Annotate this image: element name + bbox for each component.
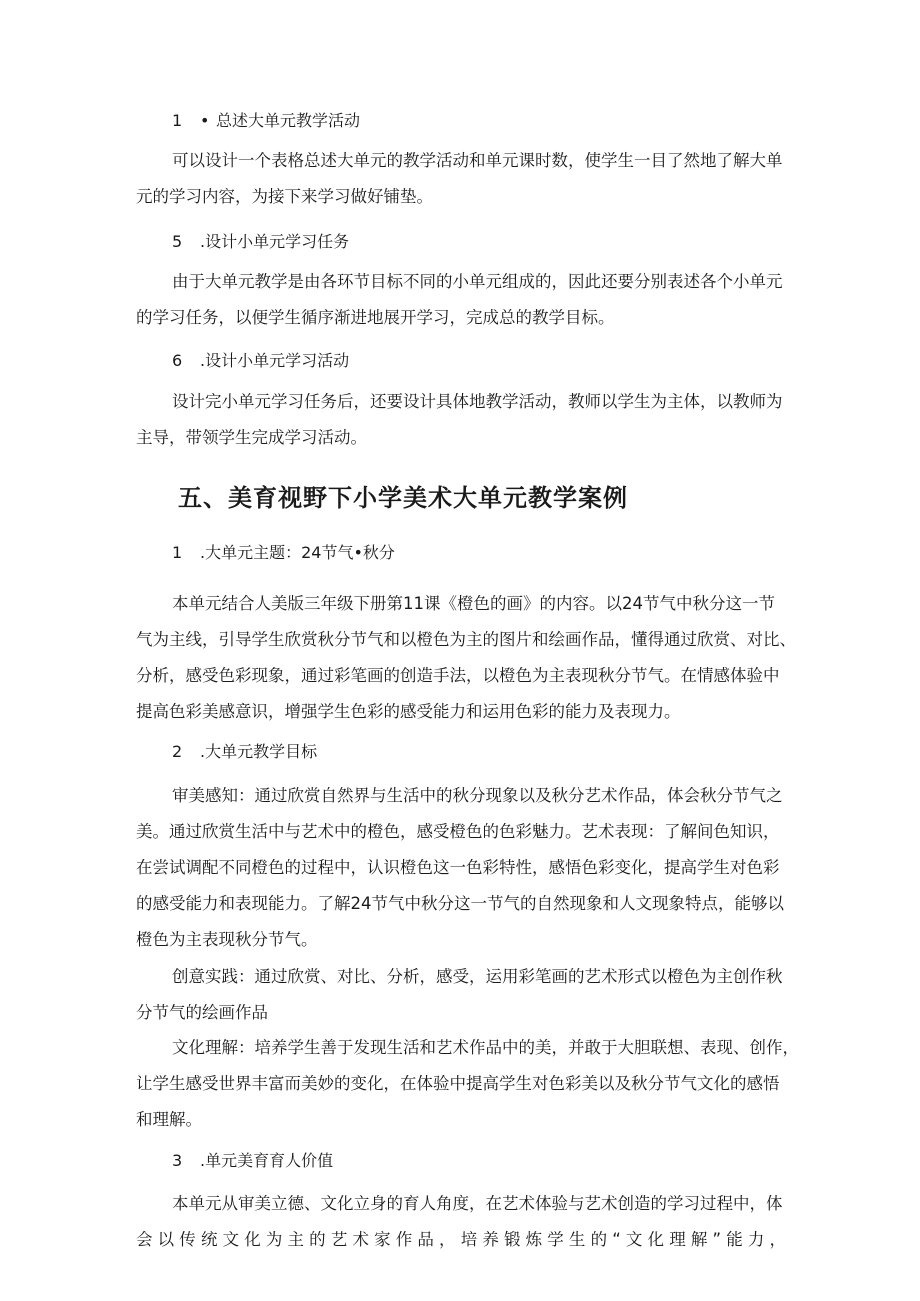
paragraph-line: 审美感知：通过欣赏自然界与生活中的秋分现象以及秋分艺术作品，体会秋分节气之	[172, 786, 783, 805]
paragraph-line: 在尝试调配不同橙色的过程中，认识橙色这一色彩特性，感悟色彩变化，提高学生对色彩	[136, 858, 780, 877]
paragraph-line: 主导，带领学生完成学习活动。	[136, 428, 367, 447]
paragraph-line: 本单元结合人美版三年级下册第11课《橙色的画》的内容。以24节气中秋分这一节	[172, 594, 775, 613]
heading-separator: .	[200, 1151, 206, 1170]
list-heading	[172, 1150, 333, 1172]
heading-separator: .	[200, 351, 206, 370]
heading-text: 大单元教学目标	[205, 742, 318, 761]
heading-number: 2	[172, 742, 183, 761]
paragraph-line: 的学习任务，以便学生循序渐进地展开学习，完成总的教学目标。	[136, 308, 615, 327]
paragraph	[136, 959, 786, 1031]
heading-number: 6	[172, 351, 183, 370]
paragraph	[136, 264, 786, 336]
paragraph-line: 文化理解：培养学生善于发现生活和艺术作品中的美，并敢于大胆联想、表现、创作，	[172, 1038, 799, 1057]
list-heading	[172, 741, 317, 763]
list-heading	[172, 110, 360, 132]
paragraph-line: 由于大单元教学是由各环节目标不同的小单元组成的，因此还要分别表述各个小单元	[172, 272, 783, 291]
paragraph	[136, 143, 786, 215]
paragraph-line: 分节气的绘画作品	[136, 1003, 268, 1022]
paragraph	[136, 778, 786, 958]
heading-separator: .	[200, 232, 206, 251]
paragraph-line: 气为主线，引导学生欣赏秋分节气和以橙色为主的图片和绘画作品，懂得通过欣赏、对比、	[136, 630, 796, 649]
paragraph-line: 分析，感受色彩现象，通过彩笔画的创造手法，以橙色为主表现秋分节气。在情感体验中	[136, 666, 780, 685]
paragraph-line: 可以设计一个表格总述大单元的教学活动和单元课时数，使学生一目了然地了解大单	[172, 151, 783, 170]
heading-number: 1	[172, 111, 183, 130]
section-title: 五、美育视野下小学美术大单元教学案例	[178, 484, 628, 512]
list-heading	[172, 542, 395, 564]
paragraph-line: 本单元从审美立德、文化立身的育人角度，在艺术体验与艺术创造的学习过程中，体	[172, 1194, 783, 1213]
paragraph-line: 设计完小单元学习任务后，还要设计具体地教学活动，教师以学生为主体，以教师为	[172, 392, 783, 411]
paragraph	[136, 1186, 786, 1258]
heading-text: 总述大单元教学活动	[216, 111, 361, 130]
heading-text: 单元美育育人价值	[205, 1151, 334, 1170]
paragraph-line: 美。通过欣赏生活中与艺术中的橙色，感受橙色的色彩魅力。艺术表现：了解间色知识，	[136, 822, 780, 841]
paragraph-line: 和理解。	[136, 1110, 202, 1129]
heading-number: 1	[172, 543, 183, 562]
heading-separator: •	[200, 111, 210, 130]
heading-text: 大单元主题：24节气•秋分	[205, 543, 395, 562]
heading-text: 设计小单元学习任务	[205, 232, 350, 251]
paragraph-line: 会以传统文化为主的艺术家作品，培养锻炼学生的“文化理解”能力，	[136, 1230, 786, 1249]
heading-number: 5	[172, 232, 183, 251]
paragraph-line: 创意实践：通过欣赏、对比、分析，感受，运用彩笔画的艺术形式以橙色为主创作秋	[172, 967, 783, 986]
paragraph	[136, 1030, 799, 1138]
paragraph	[136, 384, 786, 456]
heading-number: 3	[172, 1151, 183, 1170]
paragraph-line: 让学生感受世界丰富而美妙的变化，在体验中提高学生对色彩美以及秋分节气文化的感悟	[136, 1074, 780, 1093]
paragraph-line: 橙色为主表现秋分节气。	[136, 930, 318, 949]
list-heading	[172, 231, 349, 253]
heading-separator: .	[200, 742, 206, 761]
list-heading	[172, 350, 349, 372]
paragraph-line: 提高色彩美感意识，增强学生色彩的感受能力和运用色彩的能力及表现力。	[136, 702, 681, 721]
heading-separator: .	[200, 543, 206, 562]
paragraph-line: 的感受能力和表现能力。了解24节气中秋分这一节气的自然现象和人文现象特点，能够以	[136, 894, 784, 913]
heading-text: 设计小单元学习活动	[205, 351, 350, 370]
paragraph	[136, 586, 796, 730]
paragraph-line: 元的学习内容，为接下来学习做好铺垫。	[136, 187, 433, 206]
